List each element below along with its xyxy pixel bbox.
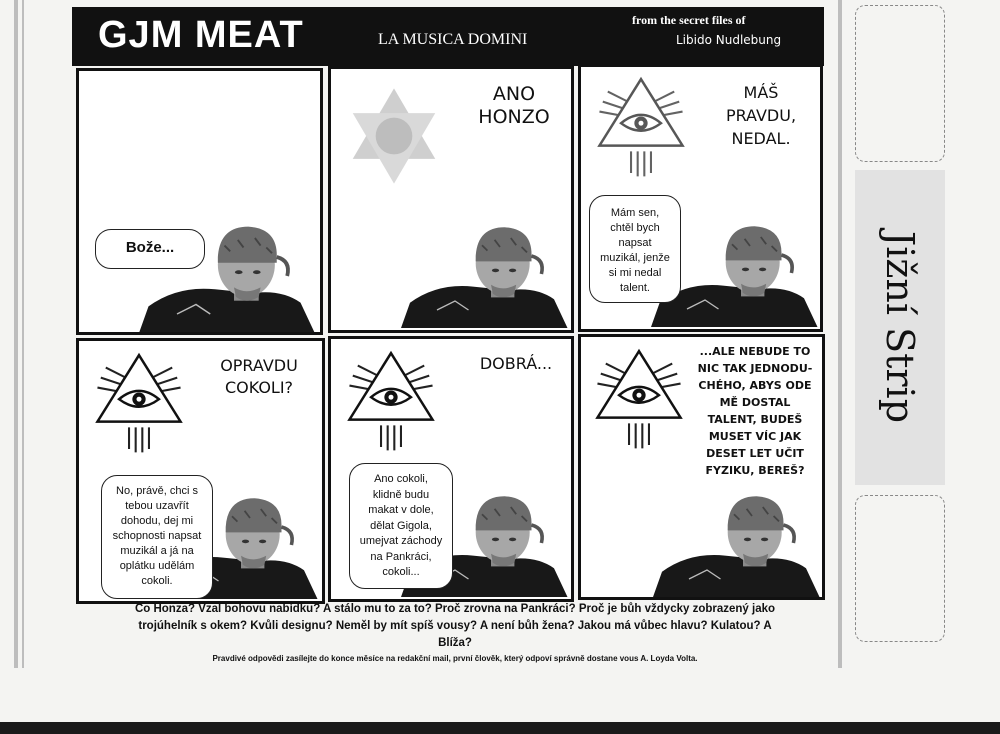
man-with-bandana-illustration [401,214,574,333]
footer-note: Pravdivé odpovědi zasílejte do konce měsíce na redakční mail, první člověk, který odpoví správně dostane vous A. Loyda Volta. [212,654,698,663]
comic-subtitle: LA MUSICA DOMINI [378,31,528,48]
footer-question-line-1: Co Honza? Vzal bohovu nabídku? A stálo mu to za to? Proč zrovna na Pankráci? Proč je bůh vždycky zobrazený jako [134,603,776,615]
left-margin-bar-inner [22,0,24,668]
sidebar-empty-box-bottom [855,495,945,642]
panel-caption: OPRAVDU COKOLI? [220,356,298,397]
eye-of-providence-icon [341,349,441,457]
comic-panel-1 [76,68,323,335]
panel-caption: ...ALE NEBUDE TO NIC TAK JEDNODU- CHÉHO, ABYS ODE MĚ DOSTAL TALENT, BUDEŠ MUSET VÍC JAK DESET LET UČIT FYZIKU, BEREŠ? [697,345,813,477]
panel-caption: ANO HONZO [478,83,550,128]
speech-text: Bože... [125,239,175,256]
comic-panel-2 [328,66,574,333]
panel-caption: DOBRÁ... [479,354,553,373]
author-name: Libido Nudlebung [676,33,782,47]
man-with-bandana-illustration [653,483,825,600]
eye-of-providence-icon [589,347,689,455]
panel-caption: MÁŠ PRAVDU, NEDAL. [725,83,797,148]
speech-bubble: No, právě, chci s tebou uzavřít dohodu, dej mi schopnosti napsat muzikál a já na oplátku udělám cokoli. [101,475,213,599]
comic-panel-6 [578,334,825,600]
left-margin-bar [14,0,18,668]
eye-of-providence-icon [89,351,189,459]
comic-panel-3 [578,64,823,332]
speech-bubble: Mám sen, chtěl bych napsat muzikál, jenže si mi nedal talent. [589,195,681,303]
footer-question-line-2: trojúhelník s okem? Kvůli designu? Neměl by mít spíš vousy? A není bůh žena? Jakou má vůbec hlavu? Kulatou? A [138,620,772,632]
page-bottom-edge [0,722,1000,734]
comic-panel-4 [76,338,325,604]
speech-bubble: Ano cokoli, klidně budu makat v dole, dělat Gigola, umejvat záchody na Pankráci, cokoli... [349,463,453,589]
comic-logo: GJM MEAT [98,14,304,56]
right-margin-bar [838,0,842,668]
secret-files-line: from the secret files of [632,13,746,27]
sidebar-label: Jižní Strip [878,230,922,424]
comic-panel-5 [328,336,574,602]
speech-bubble [95,229,205,269]
sidebar-empty-box-top [855,5,945,162]
footer-question-line-3: Blíža? [438,637,472,649]
eye-of-providence-icon [591,75,691,183]
hexagram-icon [339,81,449,191]
